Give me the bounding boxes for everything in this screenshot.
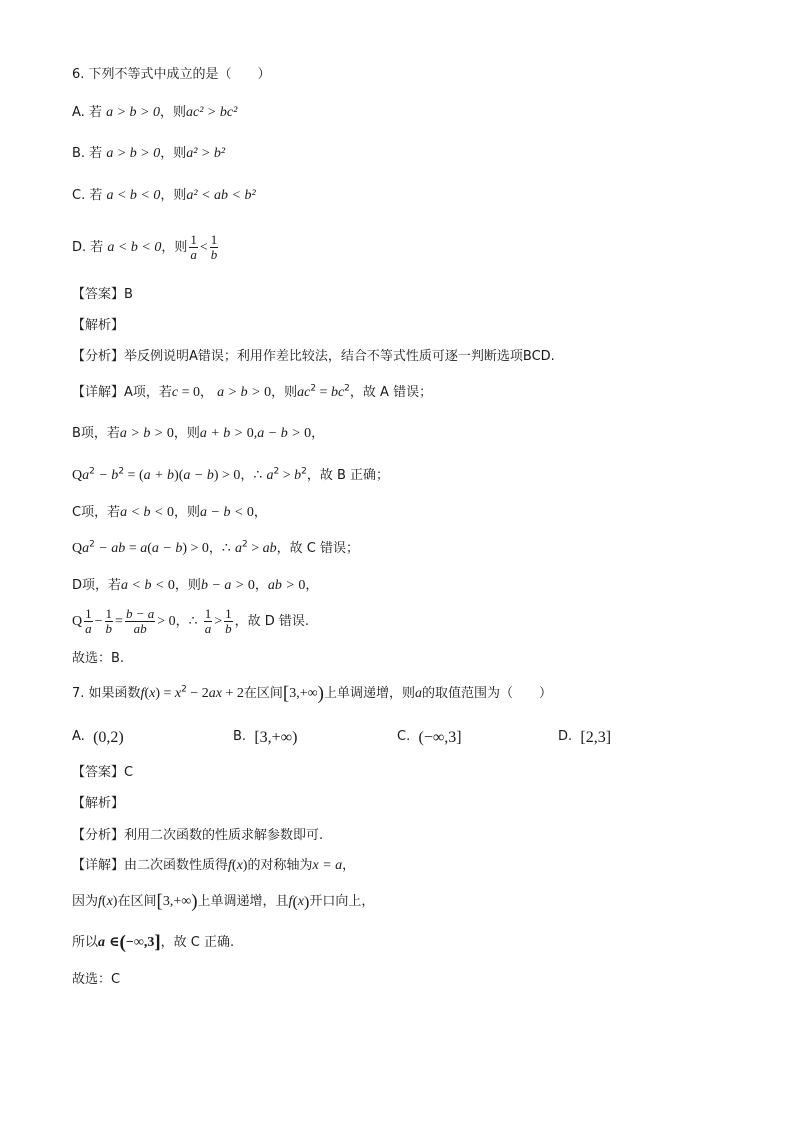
q6-answer: 【答案】B: [72, 287, 133, 302]
q6-option-d: D. 若 a < b < 0，则 $\frac{1}{a}$ < $\frac{1}{b}$: [72, 232, 218, 262]
q6-detail-c-proof: $Qa^2$ − ab = a(a − b) > 0，∴ $a^2$ > ab，故 C 错误；: [72, 539, 359, 556]
q6-option-c: C. 若 a < b < 0，则a² < ab < b²: [72, 188, 256, 203]
q7-choose: 故选：C: [72, 972, 121, 987]
q7-stem: 7. 如果函数$f(x) = x^2 - 2ax + 2$在区间[3,+∞)上单调递增，则a的取值范围为（ ）: [72, 683, 552, 704]
q6-analysis: 【分析】举反例说明A错误；利用作差比较法，结合不等式性质可逐一判断选项BCD.: [72, 349, 555, 364]
q6-detail-d: D项，若a < b < 0，则b − a > 0，ab > 0，: [72, 578, 319, 593]
q7-option-d: D. [2,3]: [558, 729, 612, 746]
q7-analysis-heading: 【解析】: [72, 796, 125, 811]
q6-option-b: B. 若 a > b > 0，则a² > b²: [72, 146, 226, 161]
q6-choose: 故选：B.: [72, 651, 125, 666]
fraction-1-over-b: $\frac{1}{b}$: [210, 232, 218, 262]
q6-option-a: A. 若 a > b > 0，则ac² > bc²: [72, 105, 238, 120]
q7-option-b: B. [3,+∞): [233, 729, 298, 746]
q7-option-a: A. (0,2): [72, 729, 124, 746]
q7-detail-2: 因为f(x)在区间[3,+∞)上单调递增，且f(x)开口向上，: [72, 891, 375, 912]
q6-detail-b-proof: $Qa^2 - b^2 = (a + b)(a - b) > 0$，∴ $a^2 > b^2$，故 B 正确；: [72, 466, 390, 483]
q7-option-c: C. (−∞,3]: [397, 729, 462, 746]
fraction-1-over-a: $\frac{1}{a}$: [190, 232, 197, 262]
q7-detail-3: 所以a ∈(−∞,3]，故 C 正确.: [72, 932, 235, 953]
q6-detail-c: C项，若a < b < 0，则a − b < 0，: [72, 505, 267, 520]
q7-analysis: 【分析】利用二次函数的性质求解参数即可.: [72, 828, 324, 843]
q7-detail-1: 【详解】由二次函数性质得f(x)的对称轴为x = a，: [72, 858, 356, 873]
q6-detail-b: B项，若a > b > 0，则a + b > 0,a − b > 0，: [72, 426, 325, 441]
q6-detail-d-proof: Q $\frac{1}{a}$ − $\frac{1}{b}$ = $\frac{b - a}{ab}$ > 0，∴ $\frac{1}{a}$ > $\frac{1}{b}$ ，故 D 错误.: [72, 606, 310, 636]
q6-detail-a: 【详解】A项，若c = 0， a > b > 0，则$ac^2 = bc^2$，故 A 错误；: [72, 383, 433, 400]
q6-stem: 6. 下列不等式中成立的是（ ）: [72, 67, 271, 82]
q7-answer: 【答案】C: [72, 765, 134, 780]
q6-analysis-heading: 【解析】: [72, 318, 125, 333]
